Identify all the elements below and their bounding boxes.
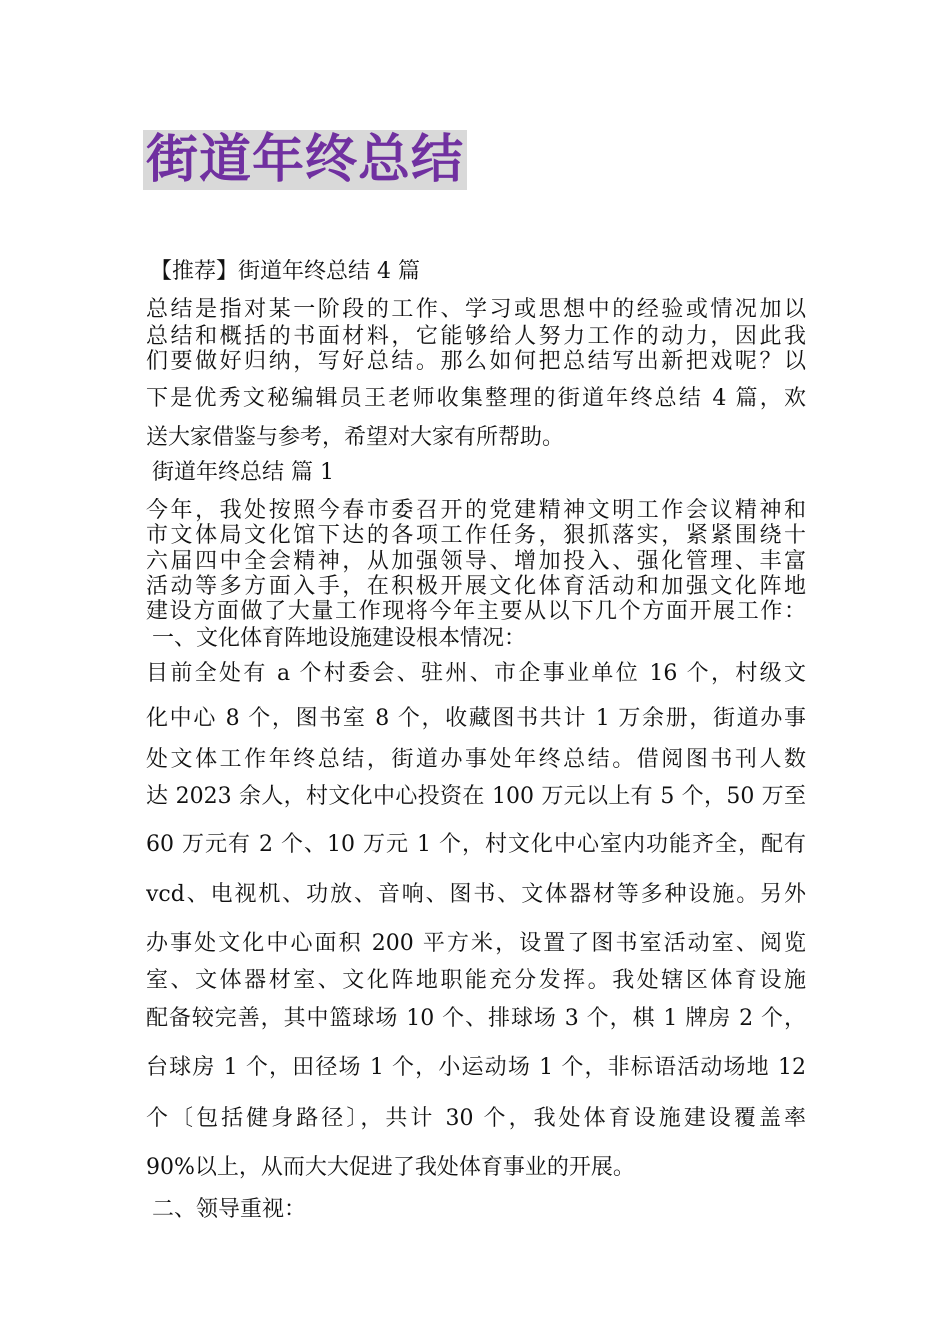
section-heading-1: 街道年终总结 篇 1	[152, 460, 334, 485]
document-title: 街道年终总结	[143, 130, 467, 190]
body-line-10: 60 万元有 2 个、10 万元 1 个，村文化中心室内功能齐全，配有	[146, 832, 806, 857]
body-line-14: 配备较完善，其中篮球场 10 个、排球场 3 个，棋 1 牌房 2 个，	[146, 1006, 806, 1031]
body-line-4: 活动等多方面入手，在积极开展文化体育活动和加强文化阵地	[146, 574, 806, 599]
subheading-2: 二、领导重视：	[152, 1197, 307, 1222]
body-line-1: 今年，我处按照今春市委召开的党建精神文明工作会议精神和	[146, 498, 806, 523]
intro-line-2: 总结和概括的书面材料，它能够给人努力工作的动力，因此我	[146, 324, 806, 349]
body-line-7: 化中心 8 个，图书室 8 个，收藏图书共计 1 万余册，街道办事	[146, 706, 806, 731]
body-line-3: 六届四中全会精神，从加强领导、增加投入、强化管理、丰富	[146, 549, 806, 574]
body-line-2: 市文体局文化馆下达的各项工作任务，狠抓落实，紧紧围绕十	[146, 523, 806, 548]
body-line-15: 台球房 1 个，田径场 1 个，小运动场 1 个，非标语活动场地 12	[146, 1055, 806, 1080]
intro-line-1: 总结是指对某一阶段的工作、学习或思想中的经验或情况加以	[146, 297, 806, 322]
body-line-17: 90%以上，从而大大促进了我处体育事业的开展。	[146, 1155, 635, 1180]
body-line-16: 个〔包括健身路径〕，共计 30 个，我处体育设施建设覆盖率	[146, 1106, 806, 1131]
body-line-6: 目前全处有 a 个村委会、驻州、市企事业单位 16 个，村级文	[146, 661, 806, 686]
body-line-9: 达 2023 余人，村文化中心投资在 100 万元以上有 5 个，50 万至	[146, 784, 806, 809]
body-line-12: 办事处文化中心面积 200 平方米，设置了图书室活动室、阅览	[146, 931, 806, 956]
recommend-heading: 【推荐】街道年终总结 4 篇	[150, 259, 420, 284]
body-line-5: 建设方面做了大量工作现将今年主要从以下几个方面开展工作：	[146, 599, 806, 624]
body-line-11: vcd、电视机、功放、音响、图书、文体器材等多种设施。另外	[146, 882, 806, 907]
body-line-8: 处文体工作年终总结，街道办事处年终总结。借阅图书刊人数	[146, 747, 806, 772]
body-line-13: 室、文体器材室、文化阵地职能充分发挥。我处辖区体育设施	[146, 968, 806, 993]
intro-line-5: 送大家借鉴与参考，希望对大家有所帮助。	[146, 425, 565, 450]
intro-line-4: 下是优秀文秘编辑员王老师收集整理的街道年终总结 4 篇，欢	[146, 386, 806, 411]
intro-line-3: 们要做好归纳，写好总结。那么如何把总结写出新把戏呢？以	[146, 349, 806, 374]
subheading-1: 一、文化体育阵地设施建设根本情况：	[152, 626, 527, 651]
